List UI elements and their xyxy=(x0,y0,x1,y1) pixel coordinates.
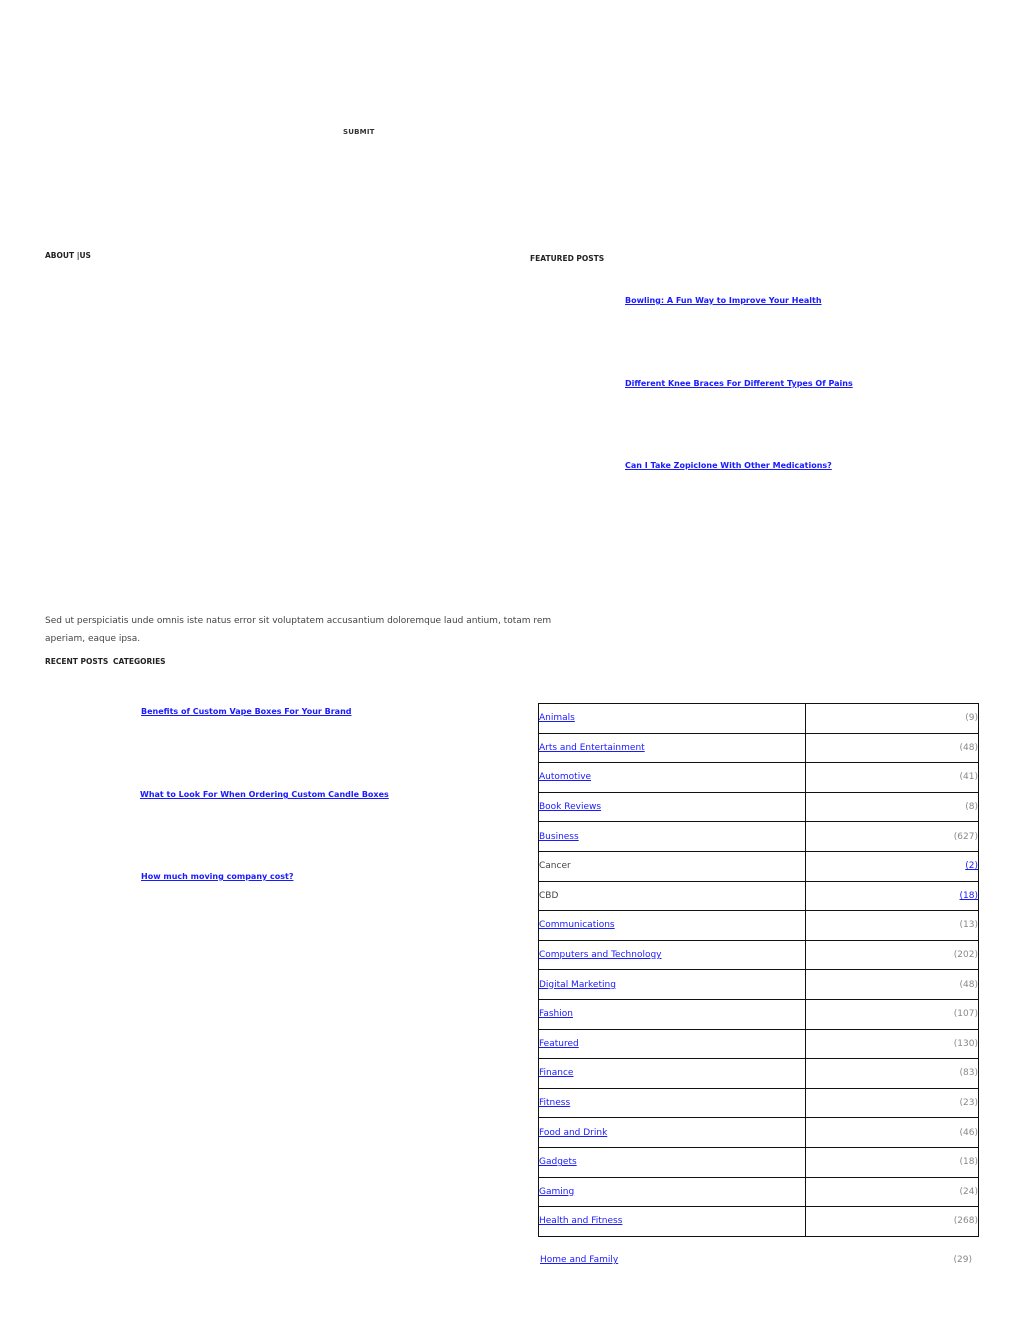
category-count: (627) xyxy=(806,822,979,852)
category-count: (41) xyxy=(806,763,979,793)
category-count: (29) xyxy=(953,1255,972,1265)
category-row xyxy=(539,1029,979,1059)
category-link[interactable]: Animals xyxy=(539,713,575,724)
category-link[interactable]: Fashion xyxy=(539,1009,573,1020)
category-row xyxy=(539,792,979,822)
category-link[interactable]: Automotive xyxy=(539,772,592,783)
category-link[interactable]: Finance xyxy=(539,1068,574,1079)
category-row xyxy=(539,704,979,734)
category-count: (48) xyxy=(806,733,979,763)
category-label: CBD xyxy=(539,890,559,901)
category-count: (268) xyxy=(806,1207,979,1237)
featured-post-link[interactable]: Can I Take Zopiclone With Other Medications? xyxy=(625,461,832,470)
category-count-link[interactable]: (2) xyxy=(965,861,978,872)
featured-post-link[interactable]: Bowling: A Fun Way to Improve Your Health xyxy=(625,296,822,305)
category-link[interactable]: Featured xyxy=(539,1038,579,1049)
recent-post-link[interactable]: What to Look For When Ordering Custom Candle Boxes xyxy=(140,790,389,799)
category-count: (9) xyxy=(806,704,979,734)
featured-posts-heading: FEATURED POSTS xyxy=(530,254,605,263)
category-link[interactable]: Business xyxy=(539,831,579,842)
category-link[interactable]: Health and Fitness xyxy=(539,1216,623,1227)
category-row xyxy=(539,999,979,1029)
category-label: Cancer xyxy=(539,861,571,872)
featured-post-link[interactable]: Different Knee Braces For Different Types Of Pains xyxy=(625,379,853,388)
category-row xyxy=(539,1118,979,1148)
about-text: Sed ut perspiciatis unde omnis iste natus error sit voluptatem accusantium doloremque laud antium, totam rem aperiam, eaque ipsa. xyxy=(45,616,552,644)
category-row xyxy=(539,763,979,793)
category-row xyxy=(539,733,979,763)
category-link[interactable]: Digital Marketing xyxy=(539,979,616,990)
category-link[interactable]: Food and Drink xyxy=(539,1127,608,1138)
category-row xyxy=(540,1255,972,1265)
category-row xyxy=(539,940,979,970)
category-count: (46) xyxy=(806,1118,979,1148)
category-row xyxy=(539,1088,979,1118)
category-count: (202) xyxy=(806,940,979,970)
category-count: (24) xyxy=(806,1177,979,1207)
category-count: (23) xyxy=(806,1088,979,1118)
category-count: (48) xyxy=(806,970,979,1000)
category-count: (18) xyxy=(806,1147,979,1177)
recent-post-link[interactable]: How much moving company cost? xyxy=(141,872,294,881)
category-link[interactable]: Fitness xyxy=(539,1098,571,1109)
category-row xyxy=(539,1177,979,1207)
category-link[interactable]: Gadgets xyxy=(539,1157,577,1168)
category-link[interactable]: Book Reviews xyxy=(539,802,602,813)
category-row xyxy=(539,970,979,1000)
category-row xyxy=(539,851,979,881)
categories-heading: CATEGORIES xyxy=(113,657,166,666)
categories-table xyxy=(538,703,979,1237)
about-heading: ABOUT |US xyxy=(45,251,91,260)
recent-posts-heading: RECENT POSTS xyxy=(45,657,109,666)
category-count: (107) xyxy=(806,999,979,1029)
category-link[interactable]: Communications xyxy=(539,920,615,931)
category-count: (130) xyxy=(806,1029,979,1059)
category-count: (8) xyxy=(806,792,979,822)
category-row xyxy=(539,822,979,852)
submit-button[interactable]: SUBMIT xyxy=(343,128,375,136)
category-link[interactable]: Gaming xyxy=(539,1186,575,1197)
category-count-link[interactable]: (18) xyxy=(959,890,978,901)
category-row xyxy=(539,911,979,941)
category-link[interactable]: Arts and Entertainment xyxy=(539,742,645,753)
category-row xyxy=(539,881,979,911)
category-link[interactable]: Home and Family xyxy=(540,1255,619,1265)
category-row xyxy=(539,1207,979,1237)
category-row xyxy=(539,1059,979,1089)
category-count: (13) xyxy=(806,911,979,941)
category-row xyxy=(539,1147,979,1177)
category-link[interactable]: Computers and Technology xyxy=(539,950,662,961)
recent-post-link[interactable]: Benefits of Custom Vape Boxes For Your Brand xyxy=(141,707,352,716)
category-count: (83) xyxy=(806,1059,979,1089)
